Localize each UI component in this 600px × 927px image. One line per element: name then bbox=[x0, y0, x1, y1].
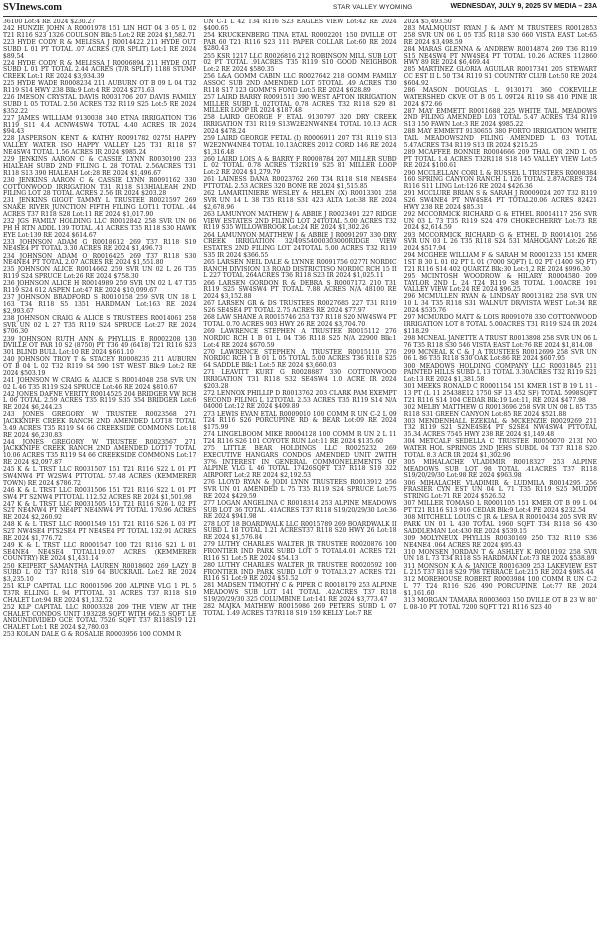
notice-entry: 245 K & L TRST LLC R0031507 151 T21 R116 S22 L 01 PT SW4NW4 PT W2SW4 PTTOTAL 57.48 ACRES (KEMMERER TOWN) RE 2024 $786.72 bbox=[3, 466, 197, 487]
notice-entry: 223 HYDE CODY R & MELISSA J R0014422 211 HYDE OUT SUBD L 01 PT TOTAL .07 ACRES (T/R SPLIT) Lot:1 RE 2024 $89.54 bbox=[3, 39, 197, 60]
notice-entry: 249 K & L TRST LLC R0001547 100 T21 R116 S21 L 01 SE4NE4 NE4SE4 TOTAL119.07 ACRES (KEMMERER COUNTRY) RE 2024 $1,431.14 bbox=[3, 541, 197, 563]
notice-entry: 303 MENDENHALL EZEKIAL & MCKENZIE R0029269 211 T32 R119 S21 S2NE4SE4 PT S2SE4 NW4SW4 PTTOTAL 35.34 ACRES 7545 HWY 238 RE 2024 $1,149.48 bbox=[403, 417, 597, 439]
notice-entry: 282 MAJKA MATHEW R0015986 269 PETERS SUBD L 07 TOTAL 1.49 ACRES T37R118 S19 159 KELLY Lot:7 RE bbox=[203, 603, 397, 617]
notice-entry: 227 JAMES WILLIAM 9130038 340 ETNA IRRIGATION T36 R119 S11 4.4 ACNW4SW4 TOTAL 4.40 ACRES IR 2024 $94.43 bbox=[3, 114, 197, 136]
notice-entry: 252 KLP CAPITAL LLC R0003328 209 THE VIEW AT THE CHALET CONDOS UNIT 193228 SQFT WITH 662.5 SQFT LE ANDUNDIVIDED GCE TOTAL 7526 SQFT T37 R118S19 121 CHALET Lot:1 RE 2024 $2,780.03 bbox=[3, 603, 197, 632]
notice-entry: 265 LARSEN NEIL DALE & LYNNE R0091756 0277I NORDIC RANCH DIVISION 13 ROAD DISTRICTISO NORDIC RCH 15 II L 227 TOTAL 264ACRES T36 R118 S23 IR 2024 $1,025.11 bbox=[203, 258, 397, 280]
notice-entry: 260 LAIRD LOIS A & BARRY F R0008784 207 MILLER SUBD L 02 TOTAL 0.78 ACRES T32R119 S25 81 MILLER LOOP Lot:2 RE 2024 $1,279.79 bbox=[203, 155, 397, 177]
notice-entry: 275 LITTLE BEAR HOLDINGS LLC R0025232 269 EXECUTIVE HANGARS CONDOS AMENDED UNIT 2WITH 37% INTEREST IN GENERAL COMMONELEMENTS OF ALPINE VLG L 46 TOTAL 17426SQFT T37 R118 S19 322 AIRPORT Lot:2 RE 2024 $2,192.53 bbox=[203, 445, 397, 480]
notice-entry: 232 JGS FAMILY HOLDING LLC R0012842 258 SVR UN 06 PH H RTN ADDL 139 TOTAL .41 ACRES T35 R118 S30 HAWK EYE Lot:139 RE 2024 $614.67 bbox=[3, 218, 197, 239]
notice-entry: 311 MONSON K A & JANICE R0016309 253 LAKEVIEW EST L 215 T37 R118 S29 798 TERRACE Lot:215 RE 2024 $985.44 bbox=[403, 562, 597, 577]
notice-entry: 307 MILLER TOMASO L R0001105 151 KMER OT B 09 L 04 PT T21 R116 S13 916 CEDAR Blk:9 Lot:4 PE 2024 $232.54 bbox=[403, 500, 597, 515]
notice-entry: 237 JOHNSON BRADFORD S R0010158 259 SVR UN 18 L 163 T34 R118 S5 1351 HARDMAN Lot:163 RE 2024 $2,993.67 bbox=[3, 294, 197, 315]
notice-entry: 264 LAMUNYON MATTHEW J & ABBIE J R0091297 330 DRY CREEK IRRIGATION 32/49S54000303000RIDGE VIEW ESTATES 2ND FILING LOT 24TOTAL 5.00 ACRES T32 R119 S35 IR 2024 $366.55 bbox=[203, 231, 397, 259]
notice-entry: 270 LAWRENCE STEPHEN A TRUSTEE R0015110 276 NORDIC RCH 1 B 01 L 05 TOTAL 5.00 ACRES T36 R118 S25 64 SADDLE Blk:1 Lot:5 RE 2024 $3,660.03 bbox=[203, 348, 397, 370]
notice-entry: 288 MAY EMMETT 9130655 380 FORTO IRRIGATION WHITE TAIL MEADOWS2ND FILING AMENDED L 03 TOTAL 5.47ACRES T34 R119 S13 IR 2024 $215.25 bbox=[403, 128, 597, 149]
notice-entry: 304 METCALF SEDELLA C TRUSTEE R0050070 213I NO WATER HOL SPRINGS 2ND JEHS SUBDL 04 T37 R118 S20 TOTAL 8.3 ACR IR 2024 $1,302.96 bbox=[403, 438, 597, 459]
notice-entry: 246 K & L TRST LLC R0031506 151 T21 R116 S22 L 01 PT SW4 PT S2NW4 PTTOTAL 112.52 ACRES RE 2024 $1,501.98 bbox=[3, 486, 197, 501]
notice-entry: 247 K & L TRST LLC R0031505 151 T21 R116 S26 L 02 PT S2T NE4NW4 PT NE4PT NE4NW4 PT TOTAL 170.96 ACRES RE 2024 $2,260.92 bbox=[3, 500, 197, 522]
legal-notice-columns bbox=[3, 19, 597, 924]
notice-entry: 278 LOT 18 BOARDWALK LLC R0015789 269 BOARDWALK II SUBD L 18 TOTAL 1.21 ACREST37 R118 S20 HWY 26 Lot:18 RE 2024 $1,576.84 bbox=[203, 520, 397, 542]
notice-entry: 313 MORGAN TAMARA R0003603 150 DVILLE OT B 23 W 80' L 08-10 PT TOTAL 7200 SQFT T21 R116 S23 40 bbox=[403, 597, 597, 611]
notice-entry: 274 LINGELBOOM MIKE R0004128 100 COMM R UN 2 L 11 T24 R116 S26 101 COYOTE RUN Lot:11 RE 2024 $135.60 bbox=[203, 431, 397, 445]
notice-entry: 251 KLP CAPITAL LLC R0001596 200 ALPINE VLG 1 PL 5 T37R ELLING L 94 PTTOTAL 31 ACRES T37 R118 S19 CHALET Lot:94 RE 2024 $1,132.52 bbox=[3, 583, 197, 604]
notice-entry: 242 JONES DAFNE VERITY R0014525 204 BRIDGER VW RCH L 06 TOTAL 2.59 ACRES T35 R119 S35 354 BRIDGER Lot:6 RE 2024 $6,244.23 bbox=[3, 390, 197, 412]
notice-entry: 293 MCCORMICK RICHARD G & ETHEL D R0014101 256 SVR UN 03 L 26 T35 R118 S24 531 MAHOGANY Lot:26 RE 2024 $517.94 bbox=[403, 231, 597, 253]
notice-entry: 234 JOHNSON ADAM O R0016425 269 T37 R118 S30 NE4NE4 PT TOTAL 2.07 ACRES RE 2024 $1,551.80 bbox=[3, 252, 197, 267]
page-masthead bbox=[3, 2, 597, 17]
site-name: SVInews.com bbox=[3, 2, 62, 13]
notice-entry: 297 MCMURDO MATT & LOIS R0091078 330 COTTONWOOD IRRIGATION LOT 8 TOTAL 5.00ACRES T31 R119 S24 IR 2024 $118.29 bbox=[403, 314, 597, 335]
notice-column-1 bbox=[3, 19, 196, 924]
notice-entry: 300 MEADOWS HOLDING COMPANY LLC R0031845 211 PAINTED HILLS SUBD L 13 TOTAL 3.30ACRES T32 R119 S21 Lot:13 RE 2024 $1,381.58 bbox=[403, 362, 597, 384]
notice-entry: 254 KRUCKENBERG TINA ETAL R0002201 150 DVILLE OT PAR 60 T21 R116 S23 111 PAPER COLLAR Lot:60 RE 2024 $280.43 bbox=[203, 31, 397, 53]
notice-entry: 262 LAMARTINIERE WESLEY & HELEN (X) R0013301 258 SVR UN 14 L 38 T35 R118 S31 423 ALTA Lot:38 RE 2024 $2,678.96 bbox=[203, 190, 397, 211]
notice-entry: 305 MIHALACHE VLADIMIR R0018327 253 ALPINE MEADOWS SUB LOT 98 TOTAL .41ACRES T37 R118 S19/20/29/30 Lot:98 RE 2024 $963.98 bbox=[403, 458, 597, 480]
notice-entry: 248 K & L TRST LLC R0001549 151 T21 R116 S26 L 03 PT S2T NW4SE4 PTS2SE4 PT NE4SE4 PT TOTAL 132.91 ACRES RE 2024 $1,776.72 bbox=[3, 521, 197, 542]
notice-entry: 253 KOLAN DALE G & ROSALIE R0003956 100 COMM R bbox=[3, 631, 182, 639]
notice-entry: 229 JENKINS AARON C & CASSIE LYNN R0030190 233 HIALEAH SUBD 2ND FILING L 28 TOTAL 2.56ACRES T31 R118 S13 390 HIALEAH Lot:28 RE 2024 $1,496.67 bbox=[3, 156, 197, 177]
notice-entry: 276 LLOYD RYAN & JODI LYNN TRUSTEES R0013912 256 SVR UN 01 AMENDED L 75 T35 R119 S24 SPRUCE Lot:75 RE 2024 $429.59 bbox=[203, 479, 397, 500]
notice-entry: 298 MCNEAL JANETTE A TRUST R0013898 258 SVR UN 06 L 76 T35 R118 S30 546 VISTA EAST Lot:76 RE 2024 $1,814.08 bbox=[403, 334, 597, 349]
notice-entry: 241 JOHNSON W CRAIG & ALICE S R0014048 258 SVR UN 02 L 46 T35 R119 S24 SPRUCE Lot:46 RE 2024 $810.67 bbox=[3, 376, 197, 391]
notice-entry: 294 MCGHEE WILLIAM F & SARAH M R0001233 151 KMER 1ST B 30 L 01 02 PT L 01 (7000 SQFT) L 02 PT (1400 SQ FT) T21 R116 S14 402 QUARTZ Blk:30 Lot:1,2 RE 2024 $996.30 bbox=[403, 252, 597, 273]
notice-entry: 255 KSR 1217 LLC R0026816 212 ROBINSON MILL SUB LOT 02 PT TOTAL .91ACRES T35 R119 S10 GOOD NEIGHBOR Lot:2 RE 2024 $580.35 bbox=[203, 52, 397, 74]
notice-column-2 bbox=[203, 19, 396, 924]
notice-entry: 226 IMESON CRYSTAL DAVIS R0031706 207 DAVIS FAMILY SUBD L 05 TOTAL 2.50 ACRES T32 R119 S25 Lot:5 RE 2024 $352.22 bbox=[3, 94, 197, 115]
notice-entry: 269 LAWRENCE STEPHEN A TRUSTEE R0015112 276 NORDIC RCH 1 B 01 L 04 T36 R118 S25 N/A 22900 Blk:1 Lot:4 RE 2024 $670.59 bbox=[203, 328, 397, 349]
notice-entry: 283 MALMQUIST RYAN J & AMY M TRUSTEES R0012853 258 SVR UN 06 L 05 T35 R118 S30 660 VISTA EAST Lot:65 RE 2024 $3,498.59 bbox=[403, 25, 597, 46]
notice-entry: 230 JENKINS AARON C & CASSIE LYNN R0091162 330 COTTONWOOD IRRIGATION T31 R118 S13HIALEAH 2ND FILING LOT 28 TOTAL ACRES 2.56 IR 2024 $203.28 bbox=[3, 176, 197, 198]
notice-entry: 292 MCCORMICK RICHARD G & ETHEL R0014117 256 SVR UN 03 L 73 T35 R119 S24 479 CHOKECHERRY Lot:73 RE 2024 $2,614.59 bbox=[403, 210, 597, 232]
notice-entry: 286 MASON DOUGLAS L 9130171 360 COKEVILLE WATERSHED CKVE OT B 05 L 09T24 R119 S8 410 PINE IR 2024 $72.66 bbox=[403, 87, 597, 108]
notice-entry: 239 JOHNSON RUTH ANN & PHYLLIS E R0002208 130 DVILLE OT PAR 10 S2 (8750) PT T36 49 (6418) T21 R116 S23 301 BLIND BULL Lot:10 RE 2024 $661.10 bbox=[3, 335, 197, 357]
notice-entry: 281 MADSEN TIMOTHY C & PIPER C R0018179 253 ALPINE MEADOWS SUB LOT 141 TOTAL .42ACRES T37 R118 S19/20/29/30 325 COLUMBINE Lot:141 RE 2024 $3,773.47 bbox=[203, 582, 397, 603]
notice-entry: 279 LUTHY CHARLES WALTER JR TRUSTEE R0020876 100 FRONTIER IND PARK SUBD LOT 5 TOTAL4.01 ACRES T21 R116 S1 Lot:5 RE 2024 $54.13 bbox=[203, 541, 397, 562]
notice-entry: 280 LUTHY CHARLES WALTER JR TRUSTEE R0020592 100 FRONTIER IND PARK SUBD LOT 9 TOTAL3.27 ACRES T21 R116 S1 Lot:9 RE 2024 $51.52 bbox=[203, 561, 397, 583]
notice-entry: 250 KEIPERT SAMANTHA LAUREN R0018602 269 LAZY B SUBD L 02 T37 R118 S19 64 BUCKRAIL Lot:2 RE 2024 $3,235.10 bbox=[3, 562, 197, 584]
notice-entry: 309 MOLYNEUX PHYLLIS R0030169 250 T32 R119 S36 NE4NE4 .064 ACRES RE 2024 $95.43 bbox=[403, 534, 597, 549]
notice-entry: 244 JONES GREGORY W TRUSTEE R0023567 271 JACKKNIFE CREEK RANCH 2ND AMENDED LOT17 TOTAL 10.06 ACRES T35 R119 S4 66 CREEKSIDE COMMONS Lot:17 RE 2024 $2,097.87 bbox=[3, 438, 197, 466]
notice-entry: UN C-1 L 42 T34 R116 S23 EAGLES VIEW Lot:42 RE 2024 $400.65 bbox=[203, 19, 397, 32]
notice-entry: 271 LEAVITT KURT G R0028887 330 COTTONWOOD IRRIGATION T31 R118 S32 SE4SW4 1.0 ACRE IR 2024 $203.28 bbox=[203, 369, 397, 390]
publication-name: STAR VALLEY WYOMING bbox=[333, 4, 413, 11]
notice-entry: 268 LAW SHANE A R0015746 253 T37 R118 S20 NW4SW4 PT TOTAL 0.70 ACRES 903 HWY 26 RE 2024 $3,704.70 bbox=[203, 314, 397, 328]
notice-entry: 261 LAINESS DANA R0023762 260 T34 R118 S18 NE4SE4 PTTOTAL 2.53 ACRES 320 BONE RE 2024 $1,515.85 bbox=[203, 176, 397, 191]
notice-entry: 228 JASPERSON KENT & KATHY R0091782 0275I HAPPY VALLEY WATER ISO HAPPY VALLEY L25 T31 R118 S7 NE4SW4 TOTAL 1.56 ACRES IR 2024 $985.24 bbox=[3, 135, 197, 156]
notice-entry: 258 LAIRD GEORGE F ETAL 9130797 320 DRY CREEK IRRIGATION T31 R119 S13W2E2NW4NE4 TOTAL 10.13 ACR 2024 $478.24 bbox=[203, 114, 397, 135]
notice-entry: 259 LAIRD GEORGE FETAL (I) R0006911 207 T31 R119 S13 W2E2NW4NE4 TOTAL 10.13ACRES 2012 CORD 146 RE 2024 $1,316.48 bbox=[203, 135, 397, 156]
notice-entry: 296 MCMULLEN RYAN & LINDSAY R0013182 258 SVR UN 10 L 34 T35 R118 S31 WALNUT DR/VISTA WEST Lot:34 RE 2024 $535.76 bbox=[403, 293, 597, 314]
notice-entry: 267 LARSEN GR & DS TRUSTEES R0027685 227 T31 R119 S26 SE4SE4 PT TOTAL 2.75 ACRES RE 2024 $77.97 bbox=[203, 300, 397, 314]
notice-entry: 266 LARSEN GORDON R & DEBRA S R0007172 210 T31 R119 S25 SW4SW4 PT TOTAL 7.88 ACRES N/A 48100 RE 2024 $3,152.88 bbox=[203, 279, 397, 301]
notice-entry: 289 MCAFFEE BONNIE R0004666 209 THAL OR 2ND L 05 PT TOTAL 1.4 ACRES T32R118 S18 145 VALLEY VIEW Lot:5 RE 2024 $100.61 bbox=[403, 148, 597, 170]
notice-entry: 308 MITCHELL LOUIS C JR & LESA R R0010434 205 SVR RV PARK UN 01 L 430 TOTAL 1960 SQFT T34 R118 S6 430 SADDLEMAN Lot:430 RE 2024 $539.15 bbox=[403, 514, 597, 535]
notice-entry: 306 MIHALACHE VLADIMIR & LUDMILA R0014295 256 FRASIER CYN EST UN 04 L 71 T35 R119 S25 MUDDY STRING Lot:71 RE 2024 $526.52 bbox=[403, 479, 597, 501]
notice-entry: 240 JOHNSON TROY T & STACEY R0008235 211 AUBURN OT B 04 L 02 T32 R119 S4 590 1ST WEST Blk:9 Lot:2 RE 2024 $503.19 bbox=[3, 356, 197, 377]
notice-entry: 302 MELBY MATTHEW G R0013696 258 SVR UN 08 L 85 T35 R118 S31 GREEN CANYON Lot:85 RE 2024 $521.88 bbox=[403, 403, 597, 418]
notice-entry: 263 LAMUNYON MATHEW J & ABBIE J R0023491 227 RIDGE VIEW ESTATES 2ND FILING LOT 24TOTAL 5.00 ACRES T32 R119 S35 WILLOWBROOK Lot:24 RE 2024 $1,302.26 bbox=[203, 210, 397, 232]
notice-entry: 301 MEEKS RONALD C R0001154 151 KMER 1ST B 19 L 11 - 13 PT (L 11 25438E12 1750 SF 13 452 SF) TOTAL 5998SQFT T21 R116 S14 104 CEDAR Blk:19 Lot:11, RE 2024 $477.98 bbox=[403, 383, 597, 404]
notice-entry: 287 MAY EMMETT R0011688 225 WHITE TAIL MEADOWS 2ND FILING AMENDED L03 TOTAL 5.47 ACRES T34 R119 S13 150 FAWN Lot:3 RE 2024 $985.22 bbox=[403, 107, 597, 129]
notice-entry: 243 JONES GREGORY W TRUSTEE R0023568 271 JACKKNIFE CREEK RANCH 2ND AMENDED LOT18 TOTAL 3.49 ACRES T35 R119 S4 66 CREEKSIDE COMMONS Lot:18 RE 2024 $6,230.83 bbox=[3, 411, 197, 439]
notice-entry: 291 MCCLURE BRIAN S & SARAH J R0009024 207 T32 R119 S26 SW4NE4 PT NW4SE4 PT TOTAL20.06 ACRES 82421 HWY 238 RE 2024 $85.31 bbox=[403, 190, 597, 211]
notice-column-3 bbox=[404, 19, 597, 924]
notice-entry: 233 JOHNSON ADAM G R0018612 269 T37 R118 S19 NE4SE4 PT TOTAL 3.30 ACRES RE 2024 $1,496.73 bbox=[3, 238, 197, 253]
notice-entry: 295 MCINTOSH WOODROW & HILARY R0004580 209 TAYLOR 2ND L 24 T24 R119 S8 TOTAL 1.00ACRE 191 VALLEY VIEW Lot:24 RE 2024 $96.25 bbox=[403, 272, 597, 294]
notice-entry: 312 MOREHOUSE ROBERT R0003984 100 COMM R UN C-2 L 77 T24 R116 S26 490 PORCUPINE Lot:77 RE 2024 $1,161.60 bbox=[403, 576, 597, 597]
notice-entry: 284 MARAS GLENNA & ANDREW R0014874 269 T36 R119 S15 NE4SW4 PT NW4SE4 PT TOTAL 10.26 ACRES 112860 HWY 89 RE 2024 $6,469.44 bbox=[403, 45, 597, 67]
notice-entry: 257 LAIRD BARRY R0091511 390 WEST AFTON IRRIGATION MILLER SUBD L 02TOTAL 0.78 ACRES T32 R118 S29 81 MILLER LOOP IR 2024 $187.48 bbox=[203, 93, 397, 115]
notice-entry: 236 JOHNSON ALICE H R0014989 259 SVR UN 02 L 47 T35 R119 S24 612 ASPEN Lot:47 RE 2024 $10,099.67 bbox=[3, 280, 197, 295]
notice-entry: 256 L&A GOMM CABIN LLC R0027642 218 GOMM FAMILY ASSOC SUB 2ND AMENDED LOT 5TOTAL .49 ACRES T30 R118 S17 123 GOMM'S FOND Lot:5 RE 2024 $628.89 bbox=[203, 73, 397, 94]
notice-entry: 285 MARTINEZ GLORIA AGUILAR R0017341 205 STEWART CC EST II L 50 T34 R119 S1 COUNTRY CLUB Lot:50 RE 2024 $604.92 bbox=[403, 66, 597, 87]
notice-entry: 299 MCNEAL K C & J A TRUSTEES R0012699 258 SVR UN 06 L 86 T35 R118 S30 OAK Lot:86 RE 2024 $607.95 bbox=[403, 348, 597, 363]
notice-entry: 273 LEWIS EVAN ETAL R0009010 100 COMM R UN C-2 L 09 T24 R116 S26 PORCUPINE RD & BEAR Lot:09 RE 2024 $175.99 bbox=[203, 410, 397, 432]
issue-date-page: WEDNESDAY, JULY 9, 2025 SV MEDIA – 23A bbox=[450, 3, 597, 10]
notice-entry: 225 HYDE WADE R0008234 211 AUBURN OT B 09 L 04 T32 R119 S14 HWY 238 Blk:9 Lot:4 RE 2024 $271.63 bbox=[3, 80, 197, 95]
notice-entry: 290 MCCLELLAN CORI L & RUSSEL L TRUSTEES R0008384 160 SPRING CANYON RANCH L 126 TOTAL 2.87ACRES T24 R116 S11 LING Lot:126 RE 2024 $426.36 bbox=[403, 169, 597, 191]
notice-entry: 242 HUNZIE JOHN A R0001978 151 LIN HGT 04 3 05 L 02 T21 R116 S23 1326 COULSON Blk:5 Lot:2 RE 2024 $1,582.71 bbox=[3, 25, 197, 39]
notice-entry: 277 LOGAN ANGELINA C R0018314 253 ALPINE MEADOWS SUB LOT 36 TOTAL .41ACRES T37 R118 S19/20/29/30 Lot:36 RE 2024 $941.98 bbox=[203, 499, 397, 521]
notice-entry: 36100 Lot:4 RE 2024 $230.27 bbox=[3, 19, 96, 25]
notice-entry: 272 LENNOX PHILLIP D R0013762 203 CLARK PAM EXEMPT SECOND FILING L 12TOTAL 2.53 ACRES T35 R119 S14 N/A 04000 Lot:12 RE 2024 $409.89 bbox=[203, 389, 397, 411]
notice-entry: 224 HYDE CODY R & MELISSA J R0006894 211 HYDE OUT SUBD L 01 PT TOTAL 2.44 ACRES (T/R SPLIT) 1188 STUMP CREEK Lot:1 RE 2024 $3,934.39 bbox=[3, 59, 197, 81]
notice-entry: 238 JOHNSON CRAIG & ALICE S TRUSTEES R0014061 258 SVR UN 02 L 27 T35 R119 S24 SPRUCE Lot:27 RE 2024 $706.30 bbox=[3, 314, 197, 336]
notice-entry: 2024 $5,493.50 bbox=[403, 19, 452, 25]
notice-entry: 235 JOHNSON ALICE R0014662 259 SVR UN 02 L 26 T35 R119 S24 SPRUCE Lot:26 RE 2024 $758.30 bbox=[3, 266, 197, 281]
notice-entry: 310 MONSEN JORDAN T & ASHLEY K R0010192 258 SVR UN 18 L 73 T34 R118 S5 HARDMAN Lot:73 RE 2024 $538.89 bbox=[403, 548, 597, 563]
notice-entry: 231 JENKINS GIGOT TAMMY L TRUSTEE R0021597 269 SNAKE RIVER JUNCTION FIFTH FILING LOT11 TOTAL .44 ACRES T37 R118 S28 Lot:11 RE 2024 $1,017.90 bbox=[3, 197, 197, 218]
